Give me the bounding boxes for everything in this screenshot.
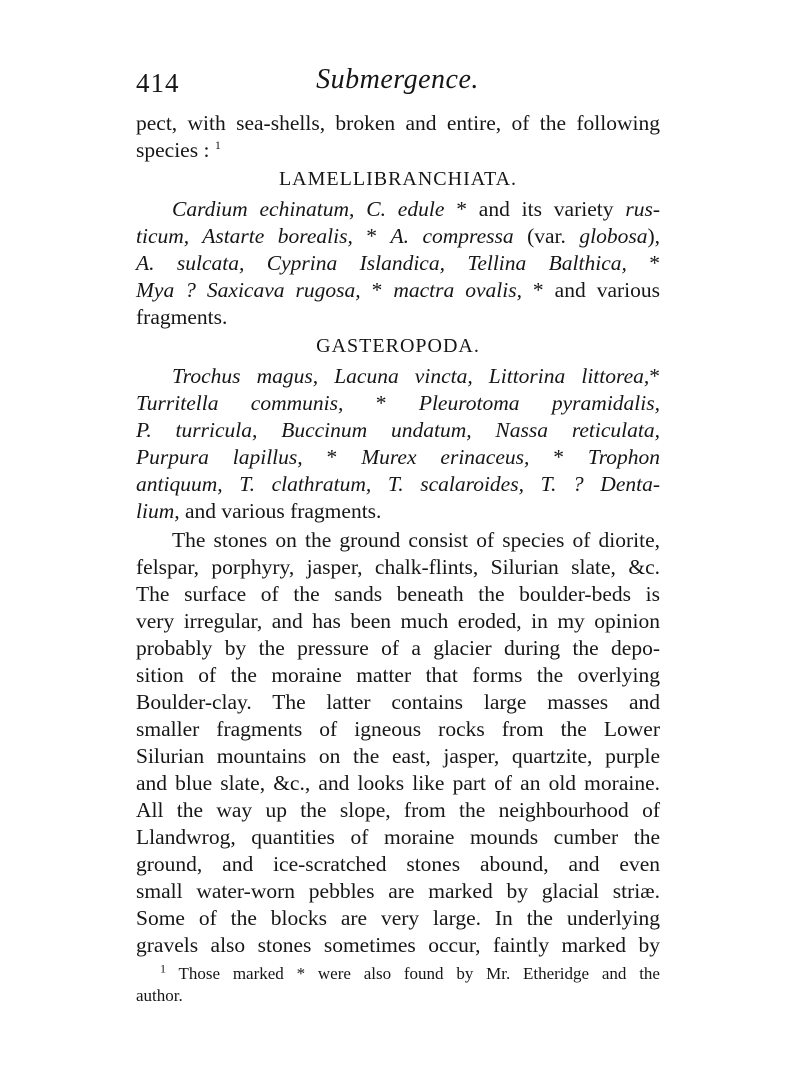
species-name: Purpura lapillus, <box>136 445 303 469</box>
section-heading-gasteropoda: GASTEROPODA. <box>316 335 480 357</box>
page-number: 414 <box>136 68 180 98</box>
footnote <box>136 963 660 1007</box>
species-text: fragments. <box>136 305 228 329</box>
gasteropoda-species-list <box>136 363 660 525</box>
species-line <box>136 417 660 444</box>
species-name: lium, <box>136 499 180 523</box>
paragraph-line: The surface of the sands beneath the boulder-beds is <box>136 582 660 606</box>
species-name: ticum, Astarte borealis, <box>136 224 353 248</box>
species-line <box>136 498 660 525</box>
species-name: P. turricula, Buccinum undatum, Nassa reticulata, <box>136 418 660 442</box>
species-name: Mya ? Saxicava rugosa, <box>136 278 361 302</box>
species-line <box>136 223 660 250</box>
species-text: * and its variety <box>444 197 626 221</box>
paragraph-line: and blue slate, &c., and looks like part of an old moraine. <box>136 771 660 795</box>
species-text: * and various <box>521 278 660 302</box>
species-text: * <box>649 364 660 388</box>
species-line <box>136 444 660 471</box>
paragraph-line: small water-worn pebbles are marked by glacial striæ. <box>136 879 660 903</box>
intro-line: pect, with sea-shells, broken and entire, of the following <box>136 111 660 135</box>
footnote-line: author. <box>136 986 183 1005</box>
species-text: (var. <box>513 224 580 248</box>
species-name: mactra ovalis, <box>393 278 522 302</box>
species-line <box>136 390 660 417</box>
paragraph-line: Some of the blocks are very large. In the underlying <box>136 906 660 930</box>
species-text: * <box>626 251 660 275</box>
species-text: ), <box>647 224 660 248</box>
species-line <box>136 277 660 304</box>
paragraph-line: smaller fragments of igneous rocks from the Lower <box>136 717 660 741</box>
paragraph-line: probably by the pressure of a glacier during the depo- <box>136 636 660 660</box>
running-title: Submergence. <box>316 64 479 95</box>
paragraph-line: gravels also stones sometimes occur, faintly marked by <box>136 933 660 957</box>
footnote-marker: 1 <box>160 961 166 976</box>
paragraph-line: felspar, porphyry, jasper, chalk-flints, Silurian slate, &c. <box>136 555 660 579</box>
species-name: A. compressa <box>390 224 514 248</box>
body-text <box>136 110 660 959</box>
paragraph-line: sition of the moraine matter that forms the overlying <box>136 663 660 687</box>
paragraph-line: Boulder-clay. The latter contains large masses and <box>136 690 660 714</box>
paragraph-line: ground, and ice-scratched stones abound, and even <box>136 852 660 876</box>
species-line <box>136 250 660 277</box>
page-header <box>0 62 795 102</box>
footnote-reference: 1 <box>214 137 221 152</box>
paragraph-line: very irregular, and has been much eroded, in my opinion <box>136 609 660 633</box>
lamellibranchiata-species-list <box>136 196 660 331</box>
footnote-text: Those marked * were also found by Mr. Etheridge and the <box>178 964 660 983</box>
species-text: * <box>352 224 391 248</box>
paragraph-line: All the way up the slope, from the neighbourhood of <box>136 798 660 822</box>
section-heading-lamellibranchiata: LAMELLIBRANCHIATA. <box>278 168 518 190</box>
species-name: Trochus magus, Lacuna vincta, Littorina littorea, <box>172 364 650 388</box>
paragraph-line: The stones on the ground consist of species of diorite, <box>172 528 660 552</box>
species-line <box>136 304 660 331</box>
species-name: rus- <box>625 197 660 221</box>
species-text: * <box>360 278 394 302</box>
main-paragraph <box>136 527 660 959</box>
species-name: Turritella communis, <box>136 391 344 415</box>
species-line <box>136 363 660 390</box>
species-line <box>136 471 660 498</box>
paragraph-line: Llandwrog, quantities of moraine mounds cumber the <box>136 825 660 849</box>
species-text: * <box>302 445 362 469</box>
species-name: Pleurotoma pyramidalis, <box>418 391 660 415</box>
species-name: Cardium echinatum, C. edule <box>172 197 445 221</box>
species-text: * <box>343 391 419 415</box>
species-line <box>136 196 660 223</box>
intro-species-label: species : <box>136 138 210 162</box>
species-name: Murex erinaceus, <box>361 445 530 469</box>
paragraph-line: Silurian mountains on the east, jasper, quartzite, purple <box>136 744 660 768</box>
intro-line <box>136 137 660 164</box>
species-text: and various fragments. <box>179 499 382 523</box>
species-name: Trophon <box>587 445 661 469</box>
species-text: * <box>529 445 588 469</box>
species-name: A. sulcata, Cyprina Islandica, Tellina Balthica, <box>136 251 627 275</box>
footnote-line <box>136 963 660 985</box>
species-name: globosa <box>579 224 648 248</box>
species-name: antiquum, T. clathratum, T. scalaroides, T. ? Denta- <box>136 472 660 496</box>
